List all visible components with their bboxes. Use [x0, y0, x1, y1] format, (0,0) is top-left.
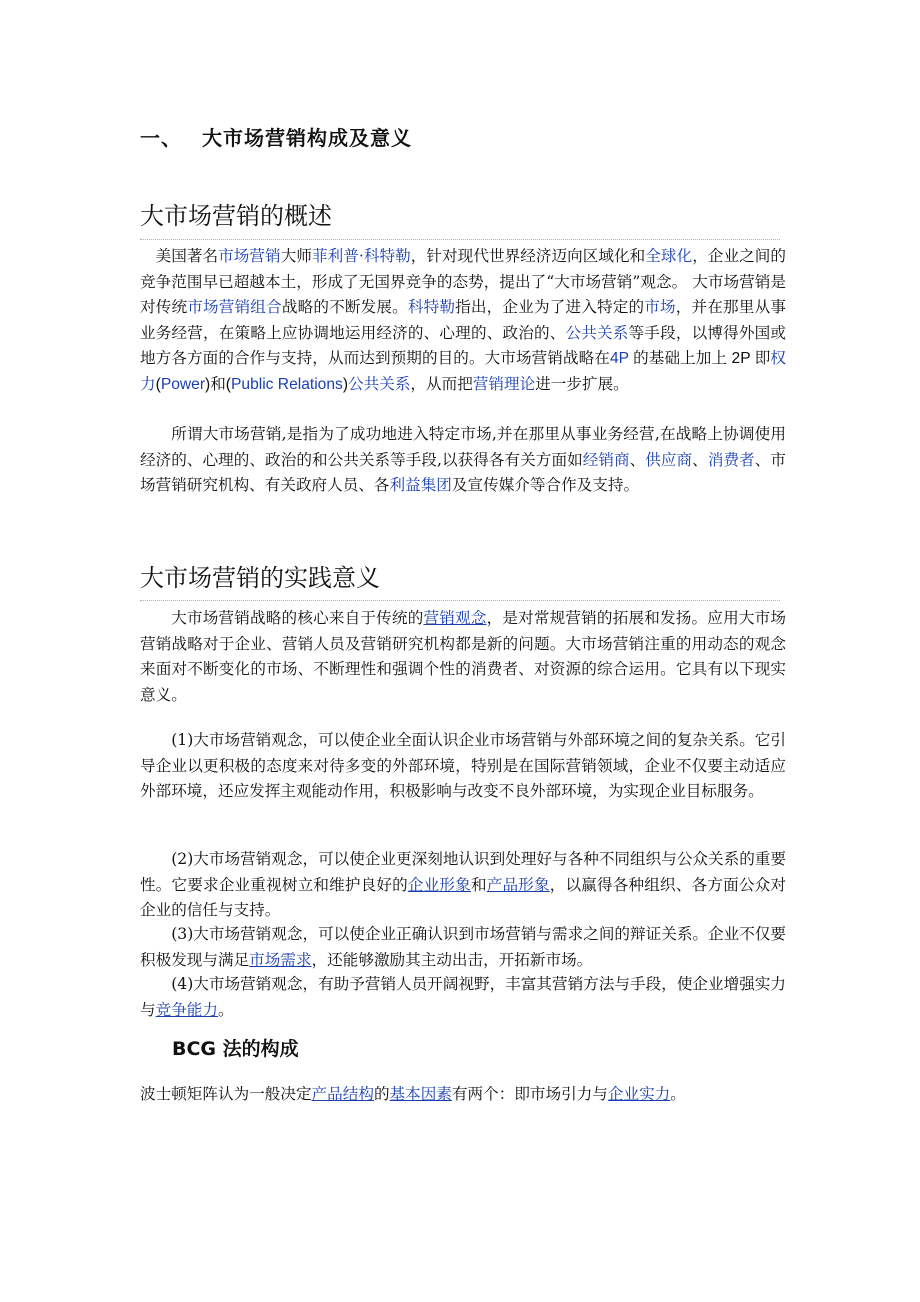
text-run: 进一步扩展。 [535, 374, 629, 393]
section-title-practice: 大市场营销的实践意义 [140, 564, 380, 592]
link-distributor[interactable]: 经销商 [582, 450, 630, 469]
heading-number: 一、 [140, 126, 182, 150]
text-run: )和( [205, 375, 231, 393]
link-marketing-mix[interactable]: 市场营销组合 [187, 298, 282, 316]
text-run: 等手段，以博得外国或地方各方面的合作与支持，从而达到预期的目的。大市场营销战略在 [140, 323, 786, 367]
text-run: 。 [218, 1000, 234, 1019]
text-run: 的基础上加上 2P 即 [628, 350, 771, 367]
text-run: 。 [670, 1085, 686, 1103]
text-run: 及宣传媒介等合作及支持。 [451, 476, 640, 494]
link-product-image[interactable]: 产品形象 [486, 875, 550, 894]
link-competitiveness[interactable]: 竞争能力 [155, 1000, 218, 1019]
link-marketing[interactable]: 市场营销 [218, 247, 281, 265]
link-power[interactable]: Power [160, 375, 206, 393]
link-power-cn[interactable]: 权力 [140, 349, 786, 393]
link-public-relations[interactable]: 公共关系 [565, 323, 629, 342]
text-run: ，是对常规营销的拓展和发扬。应用大市场营销战略对于企业、营销人员及营销研究机构都是新的问题。大市场营销注重的用动态的观念来面对不断变化的市场、不断理性和强调个性的消费者、对资源的综合运用。它具有以下现实意义。 [140, 609, 786, 704]
link-supplier[interactable]: 供应商 [645, 450, 693, 469]
text-run: ，并在那里从事业务经营，在策略上应协调地运用经济的、心理的、政治的、 [140, 298, 786, 342]
practice-point-1 [140, 728, 786, 805]
overview-paragraph-2 [140, 422, 786, 499]
text-run: ，针对现代世界经济迈向区域化和 [410, 247, 646, 265]
text-run: 战略的不断发展。 [281, 298, 408, 316]
text-run: (2)大市场营销观念，可以使企业更深刻地认识到处理好与各种不同组织与公众关系的重要性。它要求企业重视树立和维护良好的 [140, 850, 786, 894]
text-run: 、 [629, 450, 646, 469]
section-divider [140, 600, 780, 601]
text-run: ，从而把 [410, 374, 473, 393]
text-run: 指出，企业为了进入特定的 [455, 298, 645, 316]
link-corporate-image[interactable]: 企业形象 [407, 875, 471, 894]
link-market[interactable]: 市场 [644, 298, 676, 316]
text-run: (3)大市场营销观念，可以使企业正确认识到市场营销与需求之间的辩证关系。企业不仅要积极发现与满足 [140, 925, 786, 969]
link-product-structure[interactable]: 产品结构 [311, 1085, 374, 1103]
text-run: 美国著名 [155, 247, 219, 265]
link-basic-factors[interactable]: 基本因素 [389, 1085, 452, 1103]
text-run: 大市场营销战略的核心来自于传统的 [171, 609, 424, 627]
link-marketing-theory[interactable]: 营销理论 [472, 374, 536, 393]
text-run: (4)大市场营销观念，有助予营销人员开阔视野，丰富其营销方法与手段，使企业增强实力与 [140, 975, 786, 1019]
text-run: 的 [373, 1085, 390, 1103]
link-philip-kotler[interactable]: 菲利普·科特勒 [311, 247, 411, 265]
text-run: (1)大市场营销观念，可以使企业全面认识企业市场营销与外部环境之间的复杂关系。它引导企业以更积极的态度来对待多变的外部环境，特别是在国际营销领域，企业不仅要主动适应外部环境，还应发挥主观能动作用，积极影响与改变不良外部环境，为实现企业目标服务。 [140, 731, 786, 800]
practice-point-4 [140, 972, 786, 1023]
heading-title: 大市场营销构成及意义 [202, 126, 412, 150]
link-consumer[interactable]: 消费者 [707, 450, 755, 469]
bcg-paragraph [140, 1082, 786, 1108]
text-run: ，还能够激励其主动出击，开拓新市场。 [311, 950, 593, 969]
link-marketing-concept[interactable]: 营销观念 [423, 609, 487, 627]
practice-paragraph-1 [140, 606, 786, 708]
practice-point-2 [140, 847, 786, 924]
link-enterprise-strength[interactable]: 企业实力 [607, 1085, 671, 1103]
link-kotler[interactable]: 科特勒 [407, 298, 456, 316]
practice-point-3 [140, 922, 786, 973]
text-run: 有两个：即市场引力与 [451, 1085, 608, 1103]
link-public-relations-en[interactable]: Public Relations [231, 375, 343, 393]
link-4p[interactable]: 4P [609, 350, 629, 367]
bcg-heading: BCG 法的构成 [172, 1038, 299, 1060]
link-interest-group[interactable]: 利益集团 [389, 476, 452, 494]
text-run: ，以赢得各种组织、各方面公众对企业的信任与支持。 [140, 875, 786, 919]
text-run: ) [342, 375, 349, 393]
section-divider [140, 239, 780, 240]
link-public-relations-2[interactable]: 公共关系 [348, 374, 411, 393]
main-heading [140, 122, 412, 151]
overview-paragraph-1 [140, 244, 786, 397]
text-run: 、市场营销研究机构、有关政府人员、各 [140, 450, 786, 494]
text-run: 所谓大市场营销,是指为了成功地进入特定市场,并在那里从事业务经营,在战略上协调使用经济的、心理的、政治的和公共关系等手段,以获得各有关方面如 [140, 425, 786, 469]
text-run: 和 [470, 875, 487, 894]
text-run: 大师 [280, 247, 312, 265]
link-globalization[interactable]: 全球化 [645, 247, 693, 265]
text-run: ( [155, 375, 161, 393]
text-run: ，企业之间的竞争范围早已超越本土，形成了无国界竞争的态势，提出了“大市场营销”观念。 大市场营销是对传统 [140, 247, 786, 316]
link-market-demand[interactable]: 市场需求 [249, 950, 312, 969]
section-title-overview: 大市场营销的概述 [140, 202, 332, 230]
text-run: 、 [692, 450, 708, 469]
text-run: 波士顿矩阵认为一般决定 [140, 1085, 312, 1103]
